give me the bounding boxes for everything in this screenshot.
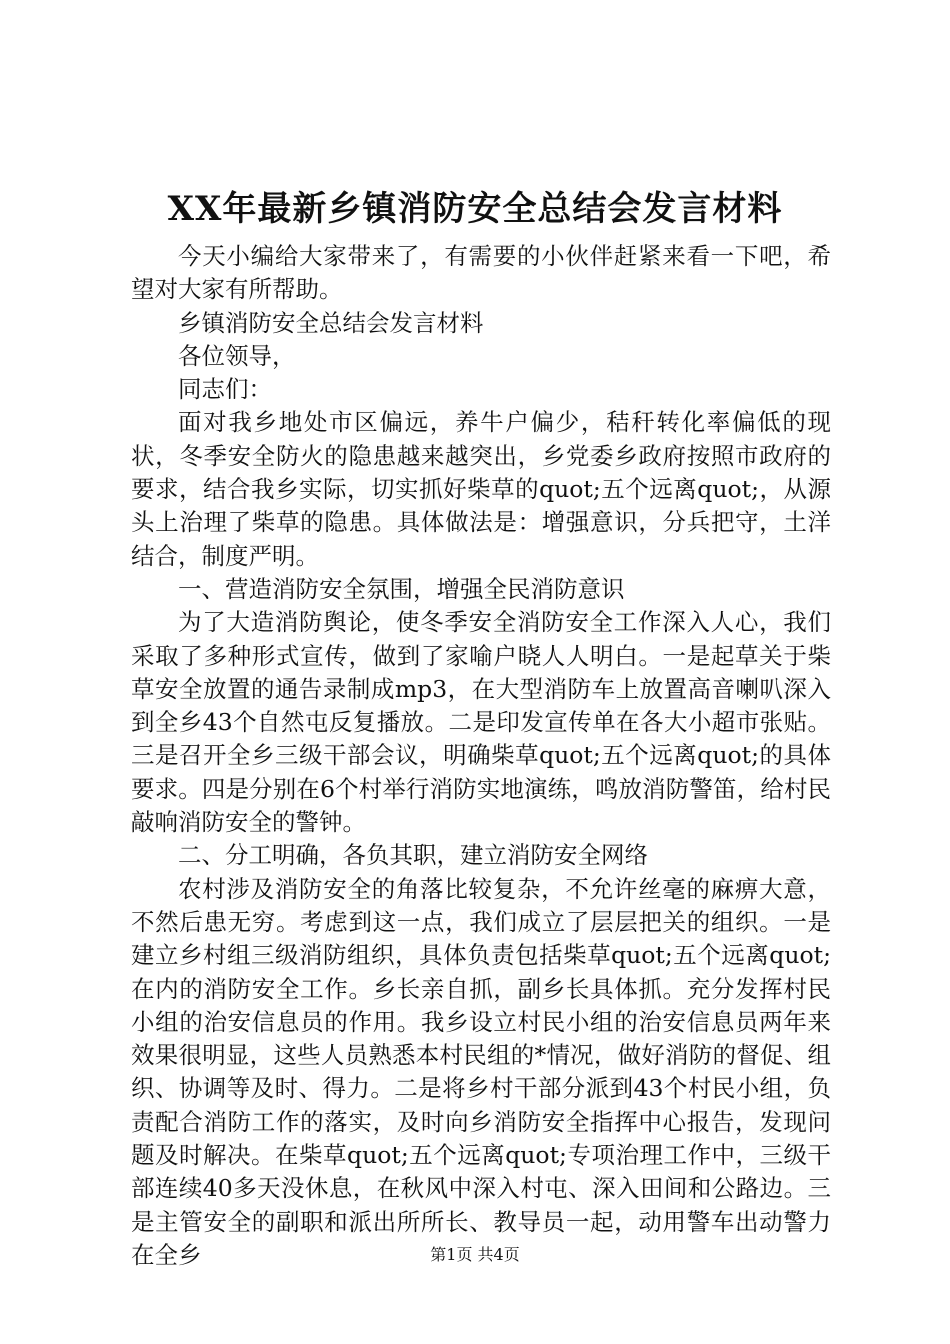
section-heading-1: 一、营造消防安全氛围，增强全民消防意识: [178, 574, 625, 603]
salutation-leaders: 各位领导，: [178, 341, 296, 370]
body-paragraph-overview: 面对我乡地处市区偏远，养牛户偏少，秸秆转化率偏低的现状，冬季安全防火的隐患越来越突出，乡党委乡政府按照市政府的要求，结合我乡实际，切实抓好柴草的quot;五个远离quot;，从源头上治理了柴草的隐患。具体做法是：增强意识，分兵把守，土洋结合，制度严明。: [131, 408, 831, 570]
subtitle-line: 乡镇消防安全总结会发言材料: [178, 308, 484, 337]
salutation-comrades: 同志们：: [178, 375, 272, 404]
document-title: XX年最新乡镇消防安全总结会发言材料: [167, 189, 783, 229]
page-footer: 第1页 共4页: [430, 1245, 520, 1264]
body-paragraph-publicity: 为了大造消防舆论，使冬季安全消防安全工作深入人心，我们采取了多种形式宣传，做到了家喻户晓人人明白。一是起草关于柴草安全放置的通告录制成mp3，在大型消防车上放置高音喇叭深入到全乡43个自然屯反复播放。二是印发宣传单在各大小超市张贴。三是召开全乡三级干部会议，明确柴草quot;五个远离quot;的具体要求。四是分别在6个村举行消防实地演练，鸣放消防警笛，给村民敲响消防安全的警钟。: [131, 608, 831, 837]
section-heading-2: 二、分工明确，各负其职，建立消防安全网络: [178, 841, 648, 870]
body-paragraph-organization: 农村涉及消防安全的角落比较复杂，不允许丝毫的麻痹大意，不然后患无穷。考虑到这一点，我们成立了层层把关的组织。一是建立乡村组三级消防组织，具体负责包括柴草quot;五个远离quot;在内的消防安全工作。乡长亲自抓，副乡长具体抓。充分发挥村民小组的治安信息员的作用。我乡设立村民小组的治安信息员两年来效果很明显，这些人员熟悉本村民组的*情况，做好消防的督促、组织、协调等及时、得力。二是将乡村干部分派到43个村民小组，负责配合消防工作的落实，及时向乡消防安全指挥中心报告，发现问题及时解决。在柴草quot;五个远离quot;专项治理工作中，三级干部连续40多天没休息，在秋风中深入村屯、深入田间和公路边。三是主管安全的副职和派出所所长、教导员一起，动用警车出动警力在全乡: [131, 874, 831, 1269]
document-body: [131, 240, 831, 1272]
intro-paragraph: 今天小编给大家带来了，有需要的小伙伴赶紧来看一下吧，希望对大家有所帮助。: [131, 242, 831, 304]
